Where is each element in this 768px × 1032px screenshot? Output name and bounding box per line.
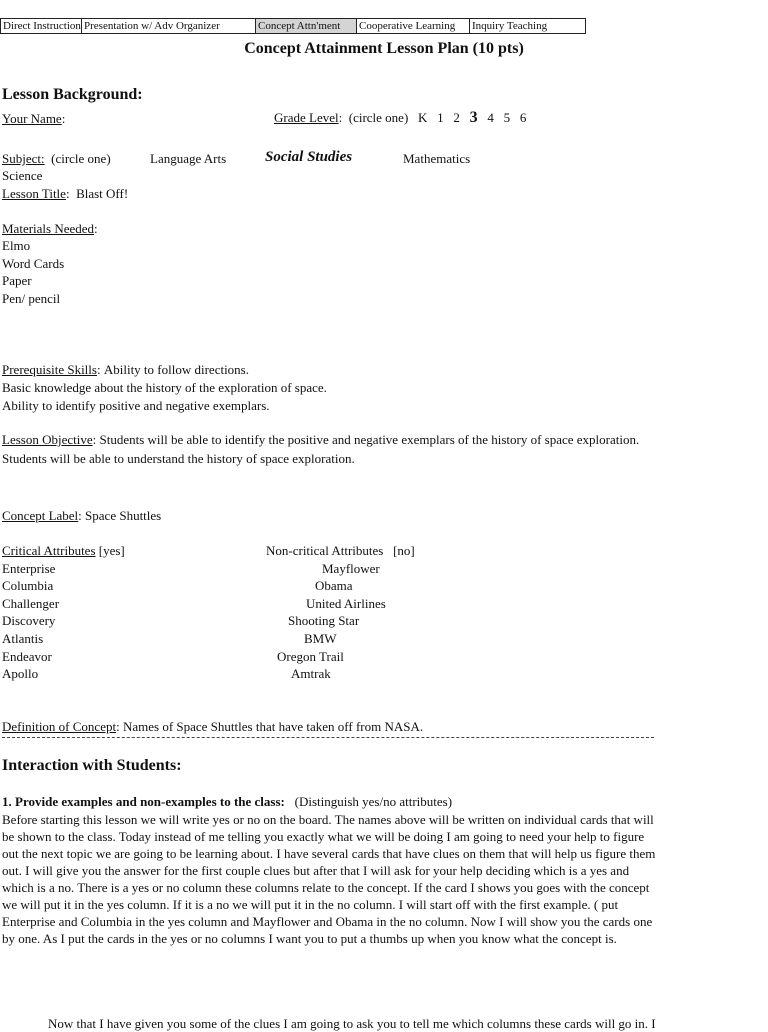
- noncritical-item: Shooting Star: [288, 613, 360, 628]
- step1-subheading: (Distinguish yes/no attributes): [294, 794, 453, 809]
- prerequisite-label: Prerequisite Skills: [2, 362, 97, 377]
- material-item: Elmo: [2, 238, 31, 253]
- step1-heading-line: [2, 794, 452, 810]
- grade-option-5: 5: [503, 110, 511, 125]
- definition-value: Names of Space Shuttles that have taken off from NASA.: [122, 719, 424, 734]
- interaction-heading: Interaction with Students:: [2, 757, 182, 774]
- grade-option-k: K: [418, 110, 428, 125]
- objective-label: Lesson Objective: [2, 432, 93, 447]
- trailing-paragraph-line: Now that I have given you some of the clues I am going to ask you to tell me which columns these cards will go in. I: [48, 1016, 656, 1031]
- noncritical-attributes-label: Non-critical Attributes: [266, 543, 384, 558]
- page-title: Concept Attainment Lesson Plan (10 pts): [244, 40, 524, 57]
- noncritical-item: United Airlines: [306, 596, 386, 611]
- prerequisite-field: Prerequisite Skills: Ability to follow directions.: [2, 362, 249, 377]
- grade-option-6: 6: [519, 110, 527, 125]
- concept-label-label: Concept Label: [2, 508, 79, 523]
- critical-attributes-label: Critical Attributes: [2, 543, 96, 558]
- paragraph-line: out the next topic we are going to be learning about. I have several cards that have clues on them that will help us figure them: [2, 846, 656, 861]
- subject-field: [2, 151, 111, 167]
- paragraph-line: by one. As I put the cards in the yes or no columns I want you to put a thumbs up when you know what the concept is.: [2, 931, 617, 946]
- lesson-background-heading: Lesson Background:: [2, 86, 143, 103]
- material-item: Pen/ pencil: [2, 291, 61, 306]
- critical-item: Challenger: [2, 596, 60, 611]
- noncritical-item: Amtrak: [291, 666, 331, 681]
- paragraph-line: Before starting this lesson we will write yes or no on the board. The names above will be written on individual cards that will: [2, 812, 654, 827]
- subject-option-science: Science: [2, 168, 43, 183]
- subject-label: Subject:: [2, 151, 45, 166]
- materials-heading: Materials Needed:: [2, 221, 98, 236]
- objective-line: Students will be able to identify the positive and negative exemplars of the history of space exploration.: [99, 432, 640, 447]
- grade-option-1: 1: [437, 110, 444, 125]
- critical-item: Atlantis: [2, 631, 44, 646]
- lesson-title-field: Lesson Title: Blast Off!: [2, 186, 129, 201]
- paragraph-line: which is a no. There is a yes or no column these columns relate to the concept. If the card I shows you goes with the concept: [2, 880, 650, 895]
- grade-option-3-selected: 3: [469, 109, 478, 126]
- prerequisite-line: Ability to follow directions.: [103, 362, 249, 377]
- tab-concept-attainment: Concept Attn'ment: [256, 18, 357, 34]
- noncritical-item: BMW: [304, 631, 337, 646]
- objective-field: Lesson Objective: Students will be able to identify the positive and negative exemplars of the history of space exploration.: [2, 432, 640, 447]
- definition-label: Definition of Concept: [2, 719, 117, 734]
- material-item: Paper: [2, 273, 32, 288]
- lesson-title-value: Blast Off!: [76, 186, 129, 201]
- tab-inquiry-teaching: Inquiry Teaching: [470, 18, 586, 34]
- subject-option-language-arts: Language Arts: [150, 151, 227, 166]
- noncritical-attributes-tag: [no]: [393, 543, 415, 558]
- tab-direct-instruction: Direct Instruction: [0, 18, 82, 34]
- critical-attributes-tag: [yes]: [98, 543, 125, 558]
- paragraph-line: we will put it in the yes column. If it is a no we will put it in the no column. I will start off with the first example. ( put: [2, 897, 619, 912]
- noncritical-item: Obama: [315, 578, 353, 593]
- step1-paragraph: [2, 811, 762, 947]
- lesson-title-label: Lesson Title: [2, 186, 66, 201]
- step1-heading: 1. Provide examples and non-examples to the class:: [2, 794, 285, 809]
- subject-option-mathematics: Mathematics: [403, 151, 471, 166]
- critical-item: Endeavor: [2, 649, 52, 664]
- grade-level-label: Grade Level: [274, 110, 339, 125]
- paragraph-line: be shown to the class. Today instead of me telling you exactly what we will be doing I am going to need your help to figure: [2, 829, 645, 844]
- critical-attributes-header: [2, 543, 125, 559]
- grade-option-4: 4: [487, 110, 494, 125]
- critical-item: Apollo: [2, 666, 39, 681]
- critical-item: Enterprise: [2, 561, 56, 576]
- lesson-type-tabs: [0, 18, 586, 34]
- prerequisite-line: Basic knowledge about the history of the exploration of space.: [2, 380, 327, 395]
- subject-hint: (circle one): [51, 151, 111, 166]
- your-name-field: Your Name:: [2, 111, 66, 126]
- noncritical-item: Oregon Trail: [277, 649, 344, 664]
- definition-field: Definition of Concept: Names of Space Shuttles that have taken off from NASA.: [2, 719, 424, 734]
- objective-line: Students will be able to understand the history of space exploration.: [2, 451, 355, 466]
- noncritical-attributes-header: [266, 543, 415, 559]
- subject-option-social-studies-selected: Social Studies: [265, 149, 353, 165]
- concept-label-field: Concept Label: Space Shuttles: [2, 508, 162, 523]
- tab-presentation-adv-organizer: Presentation w/ Adv Organizer: [82, 18, 256, 34]
- materials-label: Materials Needed: [2, 221, 95, 236]
- tab-cooperative-learning: Cooperative Learning: [357, 18, 470, 34]
- section-divider: [2, 737, 654, 738]
- grade-option-2: 2: [453, 110, 460, 125]
- your-name-label: Your Name: [2, 111, 62, 126]
- critical-item: Columbia: [2, 578, 54, 593]
- grade-level-hint: (circle one): [348, 110, 409, 125]
- paragraph-line: Enterprise and Columbia in the yes column and Mayflower and Obama in the no column. Now I will show you the cards one: [2, 914, 653, 929]
- noncritical-item: Mayflower: [322, 561, 380, 576]
- grade-level-field: Grade Level: (circle one) K 1 2 3 4 5 6: [274, 109, 527, 126]
- paragraph-line: out. I will give you the answer for the first couple clues but after that I will ask for your help deciding which is a yes and: [2, 863, 630, 878]
- critical-item: Discovery: [2, 613, 56, 628]
- material-item: Word Cards: [2, 256, 65, 271]
- prerequisite-line: Ability to identify positive and negative exemplars.: [2, 398, 270, 413]
- concept-label-value: Space Shuttles: [85, 508, 162, 523]
